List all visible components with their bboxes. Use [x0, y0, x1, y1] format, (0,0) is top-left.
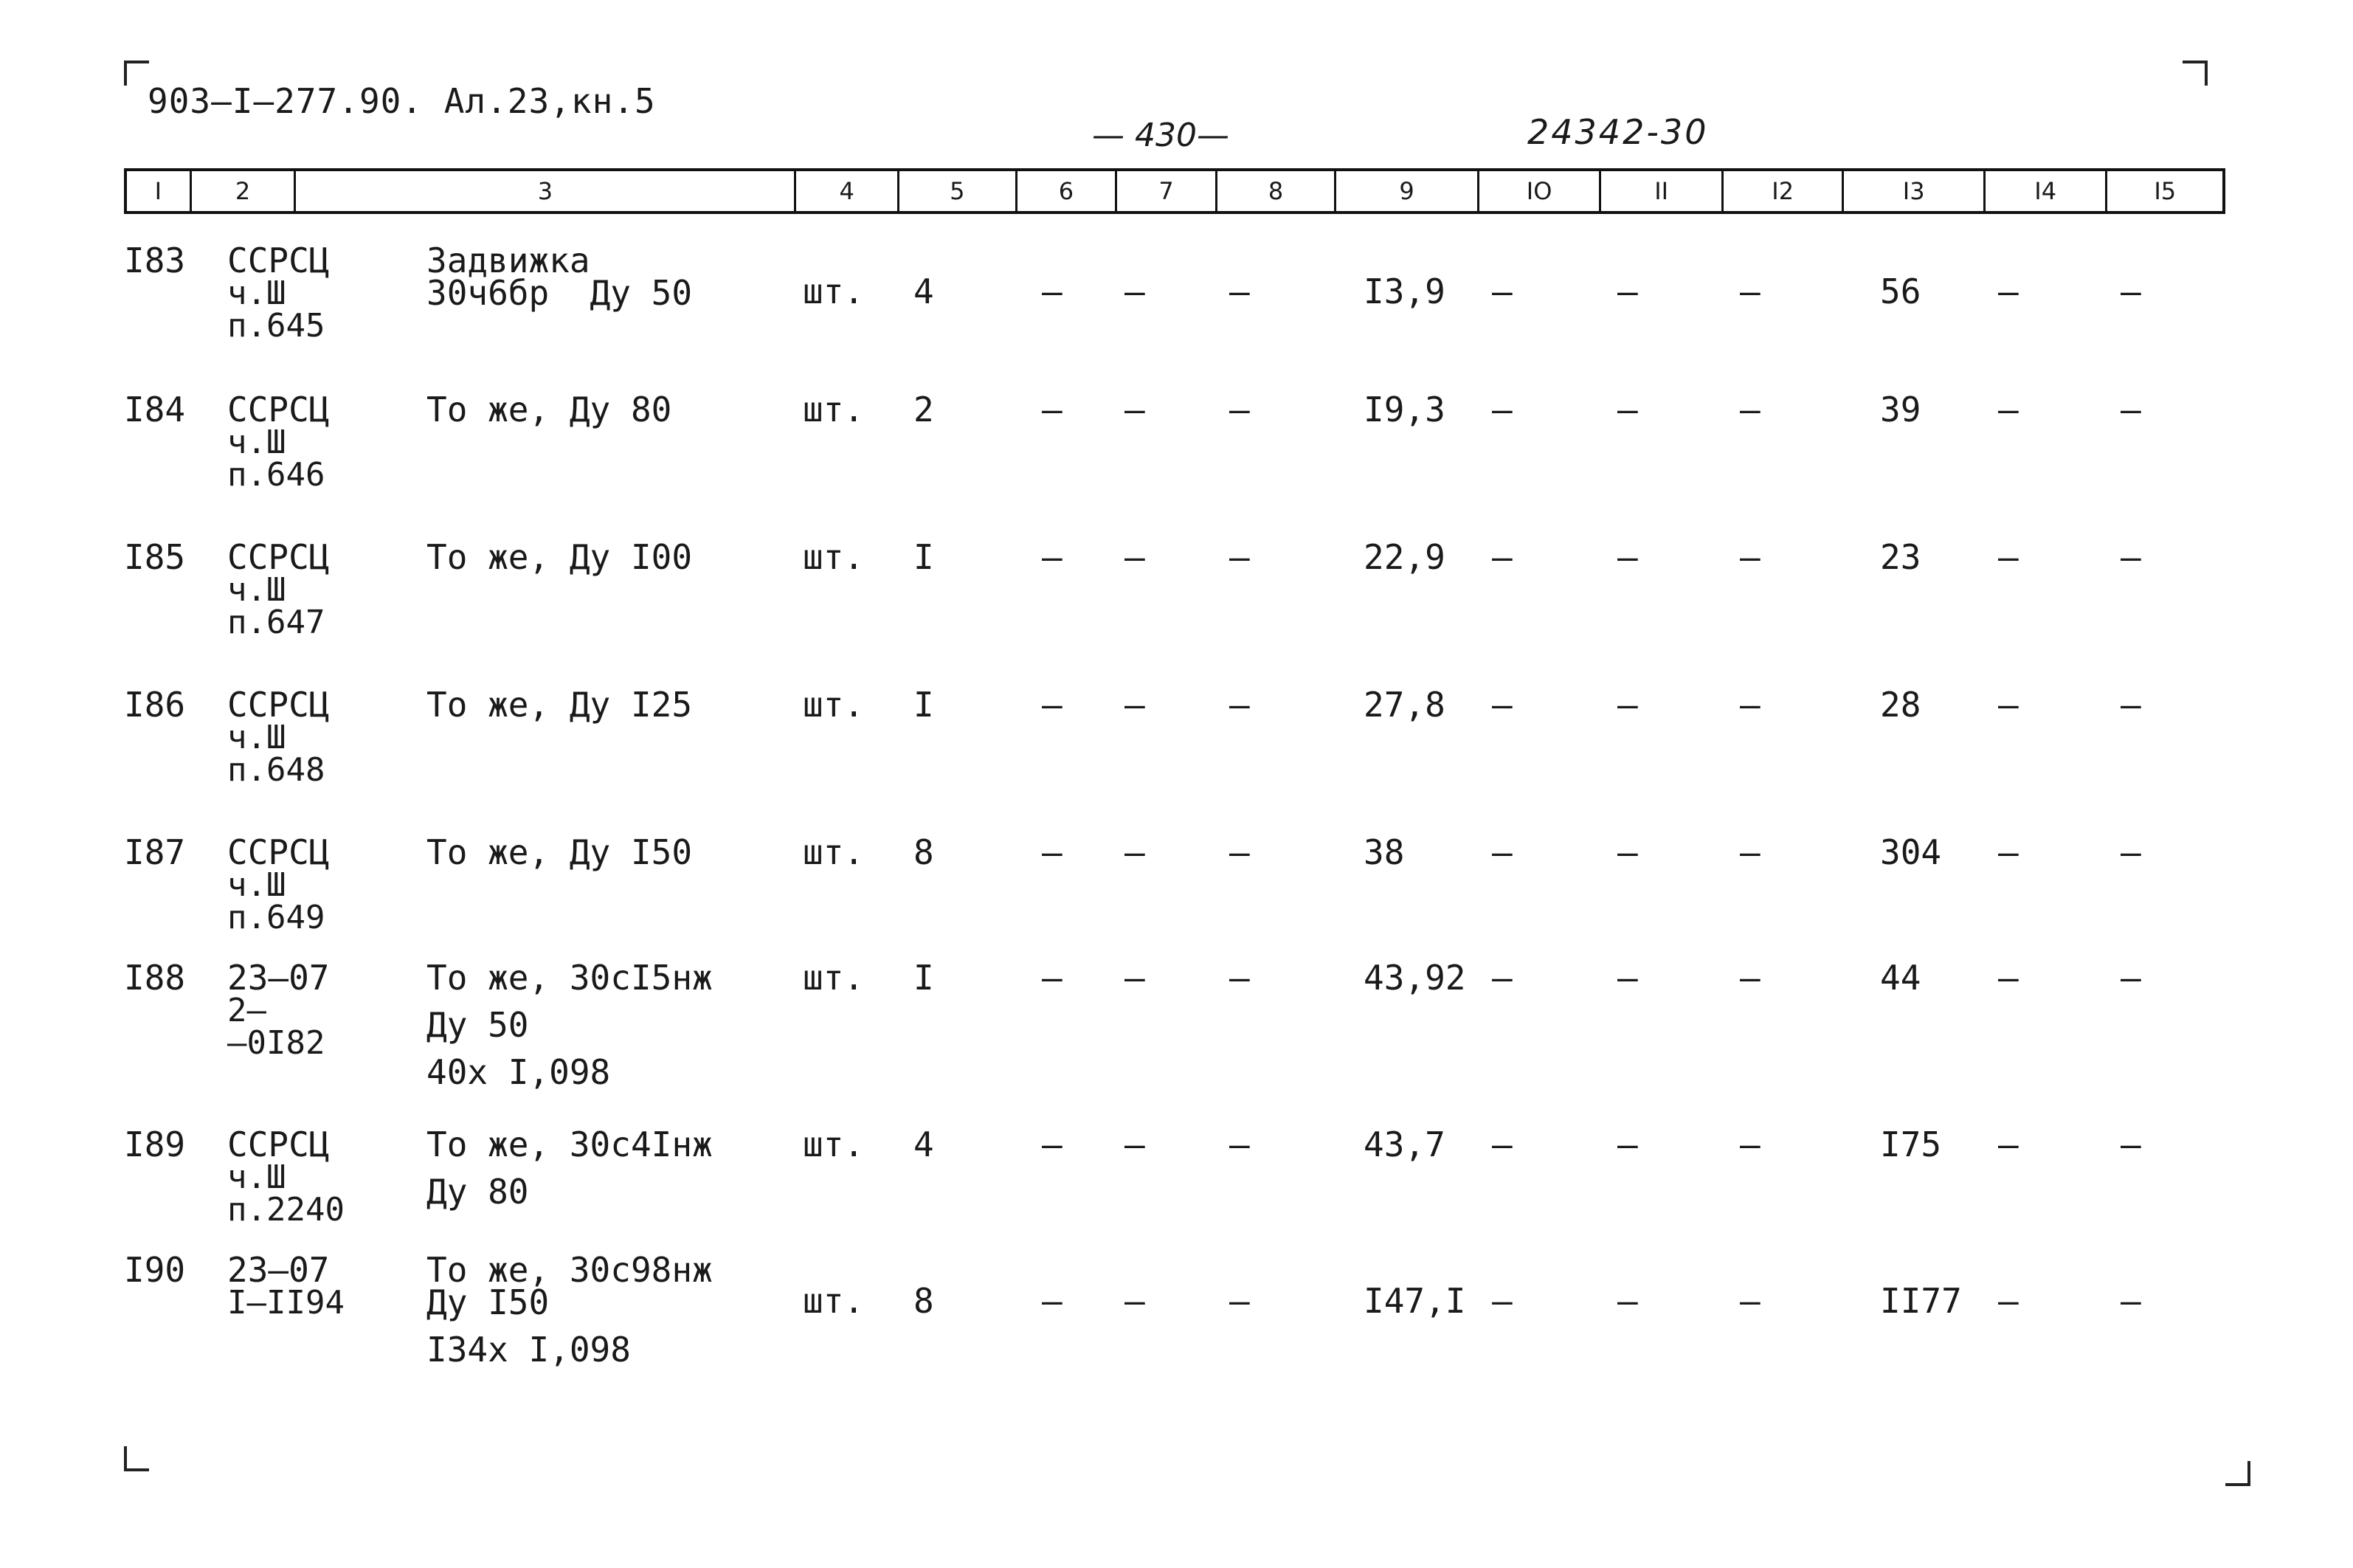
column-11-cell: – [1617, 390, 1638, 429]
item-name-line: I34х I,098 [426, 1330, 631, 1370]
column-14-cell: – [1998, 272, 2019, 311]
corner-mark-top-right [2183, 61, 2208, 86]
source-reference-line: ч.Ш [227, 719, 286, 756]
column-header-cell: II [1601, 171, 1724, 211]
source-reference-line: ССРСЦ [227, 537, 330, 577]
column-header-cell: I4 [1986, 171, 2108, 211]
column-9-cell: 27,8 [1364, 685, 1445, 725]
column-14-cell: – [1998, 958, 2019, 998]
column-header-cell: 2 [192, 171, 297, 211]
source-reference-line: п.645 [227, 307, 325, 345]
quantity-cell: 4 [913, 272, 934, 311]
source-reference-line: ССРСЦ [227, 1125, 330, 1164]
column-header-cell: 5 [899, 171, 1017, 211]
column-7-cell: – [1124, 390, 1145, 429]
column-13-cell: 304 [1880, 832, 1942, 872]
source-reference-line: ч.Ш [227, 866, 286, 904]
column-6-cell: – [1042, 272, 1063, 311]
item-name-line: То же, Ду I25 [426, 685, 693, 725]
quantity-cell: 2 [913, 390, 934, 429]
column-8-cell: – [1229, 832, 1250, 872]
column-9-cell: I3,9 [1364, 272, 1445, 311]
source-reference-line: ССРСЦ [227, 390, 330, 429]
source-reference-line: ССРСЦ [227, 685, 330, 725]
row-number-cell: I84 [124, 390, 186, 429]
corner-mark-top-left [124, 61, 149, 86]
column-8-cell: – [1229, 1125, 1250, 1164]
column-12-cell: – [1740, 390, 1761, 429]
column-9-cell: 22,9 [1364, 537, 1445, 577]
column-7-cell: – [1124, 272, 1145, 311]
item-name-cell [426, 537, 693, 587]
column-header-row [124, 168, 2225, 214]
item-name-cell [426, 1250, 713, 1380]
unit-cell: шт. [803, 272, 865, 311]
item-name-cell [426, 832, 693, 883]
source-reference-cell [227, 390, 330, 494]
quantity-cell: 4 [913, 1125, 934, 1164]
column-14-cell: – [1998, 832, 2019, 872]
source-reference-cell [227, 958, 330, 1062]
column-10-cell: – [1492, 1125, 1513, 1164]
column-15-cell: – [2121, 1125, 2141, 1164]
unit-cell: шт. [803, 390, 865, 429]
unit-cell: шт. [803, 832, 865, 872]
item-name-cell [426, 958, 713, 1102]
row-number-cell: I86 [124, 685, 186, 725]
column-15-cell: – [2121, 685, 2141, 725]
source-reference-line: ч.Ш [227, 1158, 286, 1196]
item-name-line: Ду 50 [426, 1005, 529, 1045]
item-name-line: То же, 30с98нж [426, 1250, 713, 1290]
column-14-cell: – [1998, 537, 2019, 577]
unit-cell: шт. [803, 1281, 865, 1321]
column-9-cell: 43,7 [1364, 1125, 1445, 1164]
column-10-cell: – [1492, 537, 1513, 577]
source-reference-line: ч.Ш [227, 274, 286, 312]
column-10-cell: – [1492, 1281, 1513, 1321]
column-10-cell: – [1492, 685, 1513, 725]
row-number-cell: I88 [124, 958, 186, 998]
column-13-cell: 23 [1880, 537, 1921, 577]
source-reference-line: п.646 [227, 456, 325, 494]
column-12-cell: – [1740, 1125, 1761, 1164]
unit-cell: шт. [803, 685, 865, 725]
document-code: 903–I–277.90. Ал.23,кн.5 [148, 81, 656, 121]
column-14-cell: – [1998, 1281, 2019, 1321]
column-15-cell: – [2121, 958, 2141, 998]
column-6-cell: – [1042, 537, 1063, 577]
item-name-line: То же, Ду 80 [426, 390, 672, 429]
column-7-cell: – [1124, 1125, 1145, 1164]
column-header-cell: 3 [296, 171, 796, 211]
column-10-cell: – [1492, 272, 1513, 311]
column-14-cell: – [1998, 1125, 2019, 1164]
column-header-cell: 7 [1117, 171, 1217, 211]
row-number-cell: I90 [124, 1250, 186, 1290]
source-reference-cell [227, 832, 330, 936]
column-11-cell: – [1617, 1281, 1638, 1321]
column-6-cell: – [1042, 958, 1063, 998]
source-reference-line: п.648 [227, 751, 325, 789]
column-11-cell: – [1617, 685, 1638, 725]
column-9-cell: 43,92 [1364, 958, 1466, 998]
item-name-line: То же, Ду I00 [426, 537, 693, 577]
column-6-cell: – [1042, 685, 1063, 725]
quantity-cell: I [913, 958, 934, 998]
item-name-line: 40х I,098 [426, 1052, 611, 1092]
row-number-cell: I85 [124, 537, 186, 577]
column-11-cell: – [1617, 832, 1638, 872]
source-reference-line: ч.Ш [227, 571, 286, 609]
column-6-cell: – [1042, 1281, 1063, 1321]
item-name-cell [426, 241, 693, 323]
item-name-line: Ду 80 [426, 1172, 529, 1212]
column-6-cell: – [1042, 832, 1063, 872]
source-reference-line: 23–07 [227, 958, 330, 998]
column-8-cell: – [1229, 685, 1250, 725]
column-11-cell: – [1617, 958, 1638, 998]
corner-mark-bottom-left [124, 1446, 149, 1471]
column-header-cell: I2 [1724, 171, 1845, 211]
column-8-cell: – [1229, 537, 1250, 577]
source-reference-cell [227, 1125, 345, 1229]
column-header-cell: 6 [1017, 171, 1118, 211]
column-10-cell: – [1492, 958, 1513, 998]
source-reference-line: п.649 [227, 899, 325, 936]
column-7-cell: – [1124, 685, 1145, 725]
unit-cell: шт. [803, 537, 865, 577]
column-8-cell: – [1229, 1281, 1250, 1321]
item-name-cell [426, 685, 693, 735]
item-name-line: Задвижка [426, 241, 590, 280]
column-9-cell: I9,3 [1364, 390, 1445, 429]
column-15-cell: – [2121, 537, 2141, 577]
column-6-cell: – [1042, 390, 1063, 429]
column-header-cell: I [127, 171, 192, 211]
column-6-cell: – [1042, 1125, 1063, 1164]
column-15-cell: – [2121, 390, 2141, 429]
source-reference-cell [227, 241, 330, 345]
column-header-cell: 8 [1217, 171, 1337, 211]
source-reference-line: 23–07 [227, 1250, 330, 1290]
column-header-cell: 4 [796, 171, 899, 211]
column-12-cell: – [1740, 832, 1761, 872]
column-12-cell: – [1740, 1281, 1761, 1321]
column-13-cell: 44 [1880, 958, 1921, 998]
column-12-cell: – [1740, 272, 1761, 311]
column-header-cell: 9 [1336, 171, 1479, 211]
source-reference-line: п.2240 [227, 1191, 345, 1229]
item-name-line: То же, 30с4Iнж [426, 1125, 713, 1164]
column-14-cell: – [1998, 390, 2019, 429]
column-13-cell: I75 [1880, 1125, 1942, 1164]
row-number-cell: I83 [124, 241, 186, 280]
column-13-cell: 39 [1880, 390, 1921, 429]
quantity-cell: 8 [913, 1281, 934, 1321]
item-name-line: То же, 30сI5нж [426, 958, 713, 998]
column-8-cell: – [1229, 272, 1250, 311]
column-9-cell: I47,I [1364, 1281, 1466, 1321]
quantity-cell: I [913, 537, 934, 577]
item-name-line: Ду I50 [426, 1282, 550, 1322]
column-12-cell: – [1740, 958, 1761, 998]
source-reference-cell [227, 685, 330, 789]
column-8-cell: – [1229, 958, 1250, 998]
archive-number: 24342-30 [1527, 112, 1709, 152]
corner-mark-bottom-right [2225, 1461, 2250, 1486]
column-header-cell: IO [1479, 171, 1602, 211]
column-15-cell: – [2121, 832, 2141, 872]
column-7-cell: – [1124, 1281, 1145, 1321]
source-reference-line: I–II94 [227, 1284, 345, 1322]
source-reference-line: п.647 [227, 604, 325, 641]
item-name-line: То же, Ду I50 [426, 832, 693, 872]
source-reference-line: ССРСЦ [227, 241, 330, 280]
column-15-cell: – [2121, 272, 2141, 311]
column-header-cell: I3 [1844, 171, 1985, 211]
column-11-cell: – [1617, 1125, 1638, 1164]
column-9-cell: 38 [1364, 832, 1405, 872]
source-reference-line: 2– [227, 992, 266, 1029]
unit-cell: шт. [803, 1125, 865, 1164]
page-number: — 430— [1092, 117, 1229, 154]
source-reference-cell [227, 1250, 345, 1322]
quantity-cell: I [913, 685, 934, 725]
column-13-cell: 56 [1880, 272, 1921, 311]
column-12-cell: – [1740, 537, 1761, 577]
column-8-cell: – [1229, 390, 1250, 429]
column-13-cell: 28 [1880, 685, 1921, 725]
column-11-cell: – [1617, 272, 1638, 311]
column-15-cell: – [2121, 1281, 2141, 1321]
unit-cell: шт. [803, 958, 865, 998]
column-7-cell: – [1124, 537, 1145, 577]
column-10-cell: – [1492, 390, 1513, 429]
column-10-cell: – [1492, 832, 1513, 872]
row-number-cell: I89 [124, 1125, 186, 1164]
column-11-cell: – [1617, 537, 1638, 577]
column-header-cell: I5 [2154, 177, 2177, 205]
source-reference-cell [227, 537, 330, 641]
column-7-cell: – [1124, 958, 1145, 998]
source-reference-line: ССРСЦ [227, 832, 330, 872]
column-13-cell: II77 [1880, 1281, 1962, 1321]
source-reference-line: –0I82 [227, 1024, 325, 1062]
item-name-cell [426, 390, 672, 440]
column-14-cell: – [1998, 685, 2019, 725]
quantity-cell: 8 [913, 832, 934, 872]
source-reference-line: ч.Ш [227, 424, 286, 461]
column-7-cell: – [1124, 832, 1145, 872]
column-12-cell: – [1740, 685, 1761, 725]
item-name-line: 30ч6бр Ду 50 [426, 273, 693, 313]
row-number-cell: I87 [124, 832, 186, 872]
item-name-cell [426, 1127, 713, 1222]
